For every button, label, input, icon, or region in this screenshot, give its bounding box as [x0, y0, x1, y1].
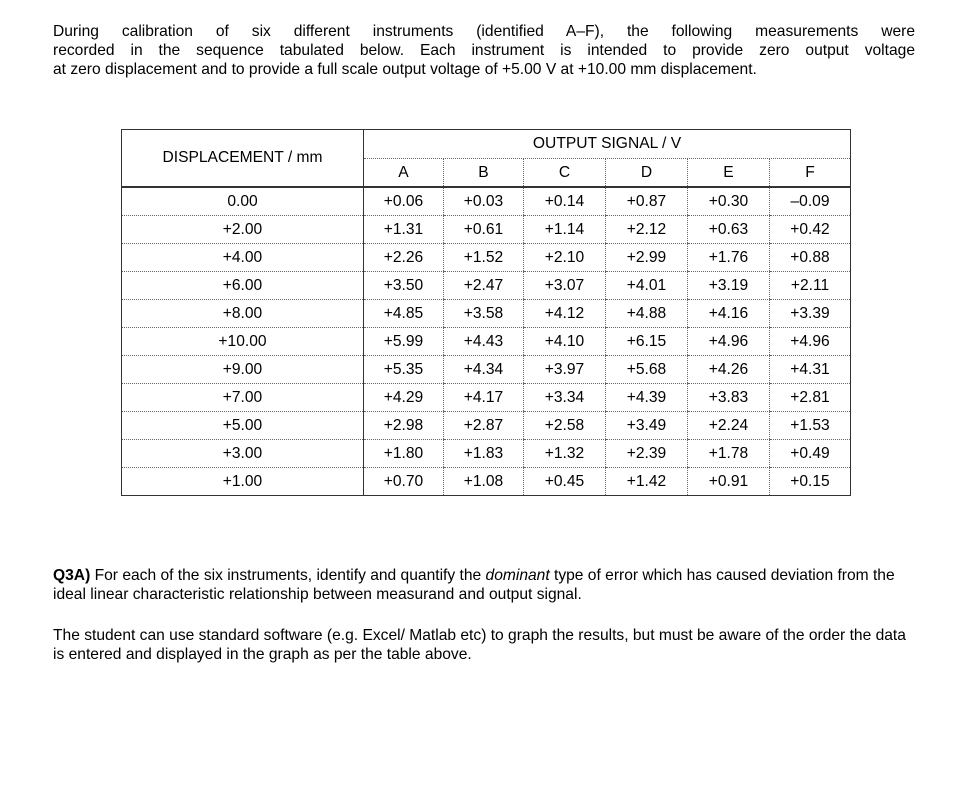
- output-cell-c: +3.07: [524, 272, 606, 300]
- table-row: [122, 300, 851, 328]
- output-cell-d: +5.68: [606, 356, 688, 384]
- output-cell-a: +5.99: [364, 328, 444, 356]
- table-row: [122, 356, 851, 384]
- output-signal-header: OUTPUT SIGNAL / V: [364, 130, 851, 159]
- output-cell-c: +2.10: [524, 244, 606, 272]
- output-cell-e: +1.78: [688, 440, 770, 468]
- output-cell-f: +4.96: [770, 328, 851, 356]
- output-cell-d: +3.49: [606, 412, 688, 440]
- table-row: [122, 468, 851, 496]
- displacement-cell: +1.00: [122, 468, 364, 496]
- output-cell-f: +0.42: [770, 216, 851, 244]
- displacement-cell: +4.00: [122, 244, 364, 272]
- displacement-cell: +9.00: [122, 356, 364, 384]
- output-cell-f: +0.15: [770, 468, 851, 496]
- output-cell-e: +4.96: [688, 328, 770, 356]
- student-note: The student can use standard software (e.g. Excel/ Matlab etc) to graph the results, but must be aware of the order the data is entered and displayed in the graph as per the table above.: [53, 627, 906, 663]
- output-cell-b: +0.03: [444, 187, 524, 216]
- table-body: [122, 187, 851, 496]
- output-cell-c: +3.34: [524, 384, 606, 412]
- displacement-cell: +6.00: [122, 272, 364, 300]
- intro-line-2: recorded in the sequence tabulated below. Each instrument is intended to provide zero output voltage: [53, 42, 915, 59]
- output-cell-a: +2.26: [364, 244, 444, 272]
- output-cell-a: +5.35: [364, 356, 444, 384]
- output-cell-a: +4.29: [364, 384, 444, 412]
- output-cell-a: +1.31: [364, 216, 444, 244]
- question-emphasis: dominant: [485, 567, 550, 584]
- output-cell-b: +4.17: [444, 384, 524, 412]
- output-cell-c: +2.58: [524, 412, 606, 440]
- displacement-cell: +5.00: [122, 412, 364, 440]
- output-cell-b: +2.47: [444, 272, 524, 300]
- output-cell-e: +2.24: [688, 412, 770, 440]
- output-cell-a: +0.70: [364, 468, 444, 496]
- output-cell-d: +6.15: [606, 328, 688, 356]
- output-cell-c: +0.14: [524, 187, 606, 216]
- output-cell-f: –0.09: [770, 187, 851, 216]
- intro-line-3: at zero displacement and to provide a full scale output voltage of +5.00 V at +10.00 mm displacement.: [53, 61, 757, 78]
- output-cell-a: +2.98: [364, 412, 444, 440]
- displacement-cell: +10.00: [122, 328, 364, 356]
- output-cell-b: +2.87: [444, 412, 524, 440]
- output-cell-f: +0.88: [770, 244, 851, 272]
- calibration-table: [121, 129, 851, 496]
- table-row: [122, 412, 851, 440]
- output-cell-a: +4.85: [364, 300, 444, 328]
- output-cell-f: +1.53: [770, 412, 851, 440]
- intro-paragraph: [53, 22, 915, 79]
- output-cell-f: +2.81: [770, 384, 851, 412]
- output-cell-d: +2.39: [606, 440, 688, 468]
- output-cell-e: +3.19: [688, 272, 770, 300]
- output-cell-d: +4.88: [606, 300, 688, 328]
- output-cell-b: +4.43: [444, 328, 524, 356]
- output-cell-d: +2.99: [606, 244, 688, 272]
- output-cell-c: +1.14: [524, 216, 606, 244]
- output-cell-e: +0.63: [688, 216, 770, 244]
- output-cell-e: +4.26: [688, 356, 770, 384]
- output-cell-c: +4.12: [524, 300, 606, 328]
- output-cell-b: +4.34: [444, 356, 524, 384]
- question-text: [53, 566, 915, 604]
- output-cell-e: +1.76: [688, 244, 770, 272]
- displacement-cell: +2.00: [122, 216, 364, 244]
- output-cell-b: +3.58: [444, 300, 524, 328]
- output-cell-b: +1.83: [444, 440, 524, 468]
- output-cell-f: +0.49: [770, 440, 851, 468]
- output-cell-f: +3.39: [770, 300, 851, 328]
- output-cell-f: +4.31: [770, 356, 851, 384]
- table-row: [122, 328, 851, 356]
- output-cell-e: +4.16: [688, 300, 770, 328]
- output-cell-f: +2.11: [770, 272, 851, 300]
- table-row: [122, 187, 851, 216]
- output-cell-c: +0.45: [524, 468, 606, 496]
- displacement-cell: +7.00: [122, 384, 364, 412]
- output-cell-e: +0.30: [688, 187, 770, 216]
- instrument-header-c: C: [524, 159, 606, 188]
- output-cell-a: +0.06: [364, 187, 444, 216]
- instrument-header-b: B: [444, 159, 524, 188]
- output-cell-c: +1.32: [524, 440, 606, 468]
- output-cell-d: +4.39: [606, 384, 688, 412]
- output-cell-a: +3.50: [364, 272, 444, 300]
- output-cell-b: +1.08: [444, 468, 524, 496]
- table-row: [122, 272, 851, 300]
- instrument-header-e: E: [688, 159, 770, 188]
- table-row: [122, 440, 851, 468]
- displacement-header: DISPLACEMENT / mm: [122, 130, 364, 188]
- output-cell-c: +4.10: [524, 328, 606, 356]
- question-text-after: type of error which has caused deviation from the ideal linear characteristic relationship between measurand and output signal.: [53, 567, 895, 603]
- intro-line-1: During calibration of six different instruments (identified A–F), the following measurements were: [53, 23, 915, 40]
- output-cell-d: +4.01: [606, 272, 688, 300]
- output-cell-e: +0.91: [688, 468, 770, 496]
- output-cell-a: +1.80: [364, 440, 444, 468]
- table-row: [122, 216, 851, 244]
- instrument-header-f: F: [770, 159, 851, 188]
- displacement-cell: 0.00: [122, 187, 364, 216]
- table-row: [122, 244, 851, 272]
- displacement-cell: +3.00: [122, 440, 364, 468]
- output-cell-c: +3.97: [524, 356, 606, 384]
- output-cell-e: +3.83: [688, 384, 770, 412]
- question-label: Q3A): [53, 567, 91, 584]
- output-cell-d: +1.42: [606, 468, 688, 496]
- instrument-header-a: A: [364, 159, 444, 188]
- output-cell-d: +0.87: [606, 187, 688, 216]
- displacement-cell: +8.00: [122, 300, 364, 328]
- instrument-header-d: D: [606, 159, 688, 188]
- question-text-before: For each of the six instruments, identify and quantify the: [90, 567, 486, 584]
- table-row: [122, 384, 851, 412]
- output-cell-b: +0.61: [444, 216, 524, 244]
- output-cell-d: +2.12: [606, 216, 688, 244]
- question-block: [53, 566, 915, 664]
- output-cell-b: +1.52: [444, 244, 524, 272]
